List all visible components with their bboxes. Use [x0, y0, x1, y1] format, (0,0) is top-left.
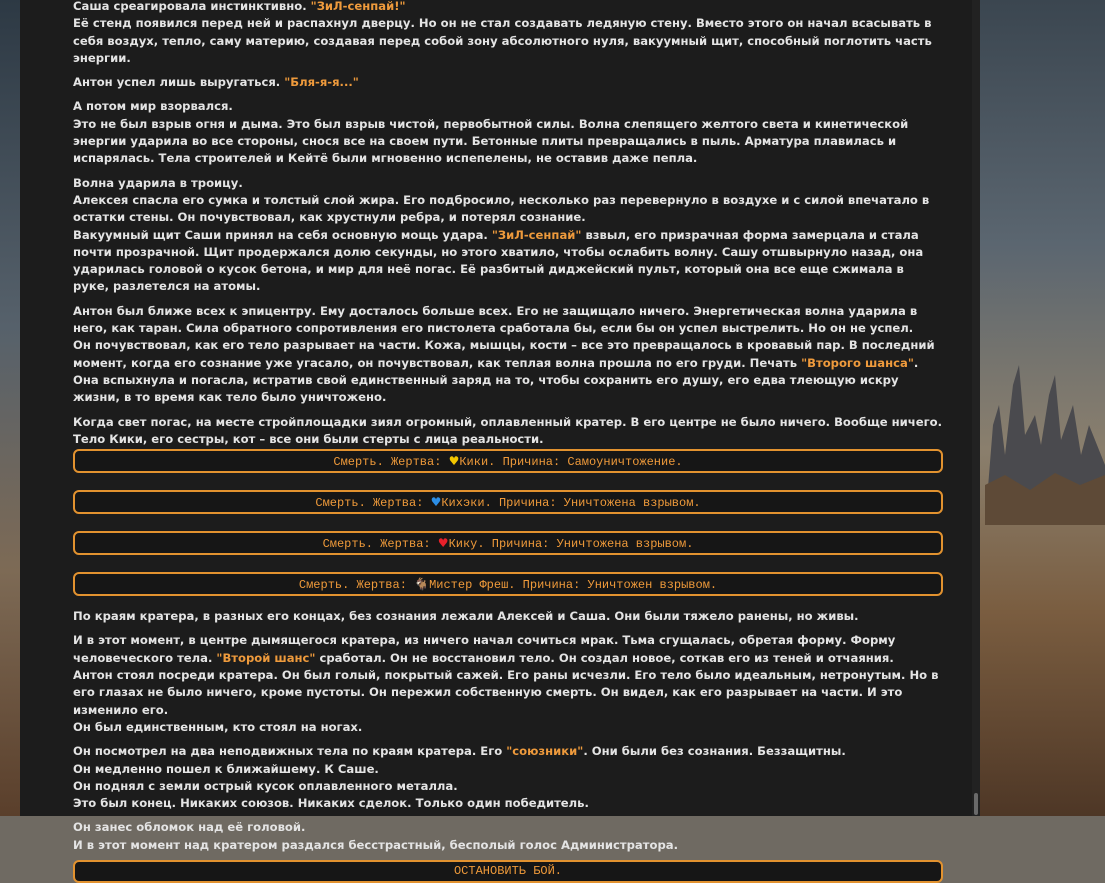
story-text: Он занес обломок над её головой.	[73, 820, 306, 835]
yellow-heart-icon: ♥	[448, 454, 460, 469]
story-text: А потом мир взорвался.	[73, 99, 233, 114]
death-prefix: Смерть. Жертва:	[315, 496, 431, 511]
death-detail: Мистер Фреш. Причина: Уничтожен взрывом.	[429, 578, 718, 593]
story-paragraph	[73, 175, 943, 296]
story-paragraph	[73, 608, 943, 625]
story-quote: "союзники"	[506, 744, 584, 759]
death-prefix: Смерть. Жертва:	[333, 455, 449, 470]
story-text: Он медленно пошел к ближайшему. К Саше.	[73, 761, 379, 776]
story-text: Когда свет погас, на месте стройплощадки зиял огромный, оплавленный кратер. В его центре не было ничего. Вообще ничего. Тело Кики, его сестры, кот – все они были стерты с лица реальности.	[73, 414, 943, 446]
story-paragraph	[73, 743, 943, 812]
story-text: сработал. Он не восстановил тело. Он создал новое, соткав его из теней и отчаяния.	[315, 650, 894, 665]
red-heart-icon: ♥	[437, 536, 449, 551]
story-paragraph	[73, 819, 943, 854]
death-detail: Кихэки. Причина: Уничтожена взрывом.	[441, 496, 701, 511]
stop-fight-label: ОСТАНОВИТЬ БОЙ.	[453, 863, 563, 878]
story-paragraph	[73, 414, 943, 449]
story-text: Её стенд появился перед ней и распахнул дверцу. Но он не стал создавать ледяную стену. Вместо этого он начал всасывать в себя воздух, тепло, саму материю, создавая перед собой зону абсолютного нуля, вакуумный щит, способный поглотить часть энергии.	[73, 16, 932, 65]
story-text: Антон стоял посреди кратера. Он был голый, покрытый сажей. Его раны исчезли. Его тело было идеальным, нетронутым. Но в его глазах не было ничего, кроме пустоты. Он пережил собственную смерть. Он видел, как его разрывает на части. И это изменило его.	[73, 668, 939, 717]
story-quote: "ЗиЛ-сенпай!"	[310, 0, 406, 13]
story-text: Он посмотрел на два неподвижных тела по краям кратера. Его	[73, 744, 507, 759]
story-text: Саша среагировала инстинктивно.	[73, 0, 311, 13]
story-text: . Они были без сознания. Беззащитны.	[583, 744, 846, 759]
blue-heart-icon: ♥	[430, 495, 442, 510]
story-quote: "Второго шанса"	[801, 355, 914, 370]
ruins-illustration	[985, 345, 1105, 525]
death-detail: Кику. Причина: Уничтожена взрывом.	[448, 537, 694, 552]
story-content	[73, 0, 943, 883]
death-notification	[73, 572, 943, 596]
story-text: И в этот момент над кратером раздался бесстрастный, бесполый голос Администратора.	[73, 837, 678, 852]
story-text: И в этот момент, в центре дымящегося кратера, из ничего начал сочиться мрак. Тьма сгущалась, обретая форму. Форму человеческого тела.	[73, 633, 896, 665]
story-quote: "Второй шанс"	[216, 650, 316, 665]
story-text: . Она вспыхнула и погасла, истратив свой единственный заряд на то, чтобы сохранить его душу, его едва тлеющую искру жизни, в то время как тело было уничтожено.	[73, 355, 919, 405]
death-prefix: Смерть. Жертва:	[322, 537, 438, 552]
story-text: Антон был ближе всех к эпицентру. Ему досталось больше всех. Его не защищало ничего. Энергетическая волна ударила в него, как таран. Сила обратного сопротивления его пистолета сработала бы, если бы он успел выстрелить. Но он не успел.	[73, 303, 918, 336]
story-text: Антон успел лишь выругаться.	[73, 75, 285, 90]
story-paragraph	[73, 0, 943, 67]
story-paragraph	[73, 632, 943, 736]
goat-icon: 🐐	[414, 577, 430, 592]
story-text: Вакуумный щит Саши принял на себя основную мощь удара.	[73, 227, 492, 242]
story-paragraph	[73, 303, 943, 407]
story-text: Это был конец. Никаких союзов. Никаких сделок. Только один победитель.	[73, 796, 589, 811]
story-text: взвыл, его призрачная форма замерцала и стала почти прозрачной. Щит продержался долю секунды, но этого хватило, чтобы ослабить волну. Сашу отшвырнуло назад, она ударилась головой о кусок бетона, и мир для неё погас. Её разбитый диджейский пульт, который она все еще сжимала в руке, разлетелся на атомы.	[73, 227, 924, 294]
story-text: Это не был взрыв огня и дыма. Это был взрыв чистой, первобытной силы. Волна слепящего желтого света и кинетической энергии ударила во все стороны, снося все на своем пути. Бетонные плиты превращались в пыль. Арматура плавилась и испарялась. Тела строителей и Кейтё были мгновенно испепелены, не оставив даже пепла.	[73, 116, 909, 166]
scrollbar-thumb[interactable]	[974, 793, 978, 815]
death-notification	[73, 449, 943, 473]
story-paragraph	[73, 98, 943, 167]
story-quote: "ЗиЛ-сенпай"	[491, 227, 582, 242]
story-text: Он был единственным, кто стоял на ногах.	[73, 719, 363, 734]
story-text: Он почувствовал, как его тело разрывает на части. Кожа, мышцы, кости – все это превращалось в кровавый пар. В последний момент, когда его сознание уже угасало, он почувствовал, как теплая волна прошла по его груди. Печать	[73, 338, 935, 370]
story-text: По краям кратера, в разных его концах, без сознания лежали Алексей и Саша. Они были тяжело ранены, но живы.	[73, 609, 859, 624]
story-quote: "Бля-я-я..."	[284, 75, 359, 90]
story-paragraph	[73, 74, 943, 91]
death-prefix: Смерть. Жертва:	[298, 578, 415, 593]
background-left-strip	[0, 0, 20, 816]
story-text: Алексея спасла его сумка и толстый слой жира. Его подбросило, несколько раз перевернуло в воздухе и с силой впечатало в остатки стены. Он почувствовал, как хрустнули ребра, и потерял сознание.	[73, 192, 930, 225]
story-text: Волна ударила в троицу.	[73, 175, 243, 190]
death-notification	[73, 531, 943, 555]
chat-panel	[20, 0, 972, 878]
story-text: Он поднял с земли острый кусок оплавленного металла.	[73, 778, 458, 793]
death-notifications	[73, 449, 943, 596]
stop-fight-button[interactable]	[73, 860, 943, 883]
death-detail: Кики. Причина: Самоуничтожение.	[459, 455, 683, 470]
death-notification	[73, 490, 943, 514]
scrollbar[interactable]	[972, 0, 980, 816]
